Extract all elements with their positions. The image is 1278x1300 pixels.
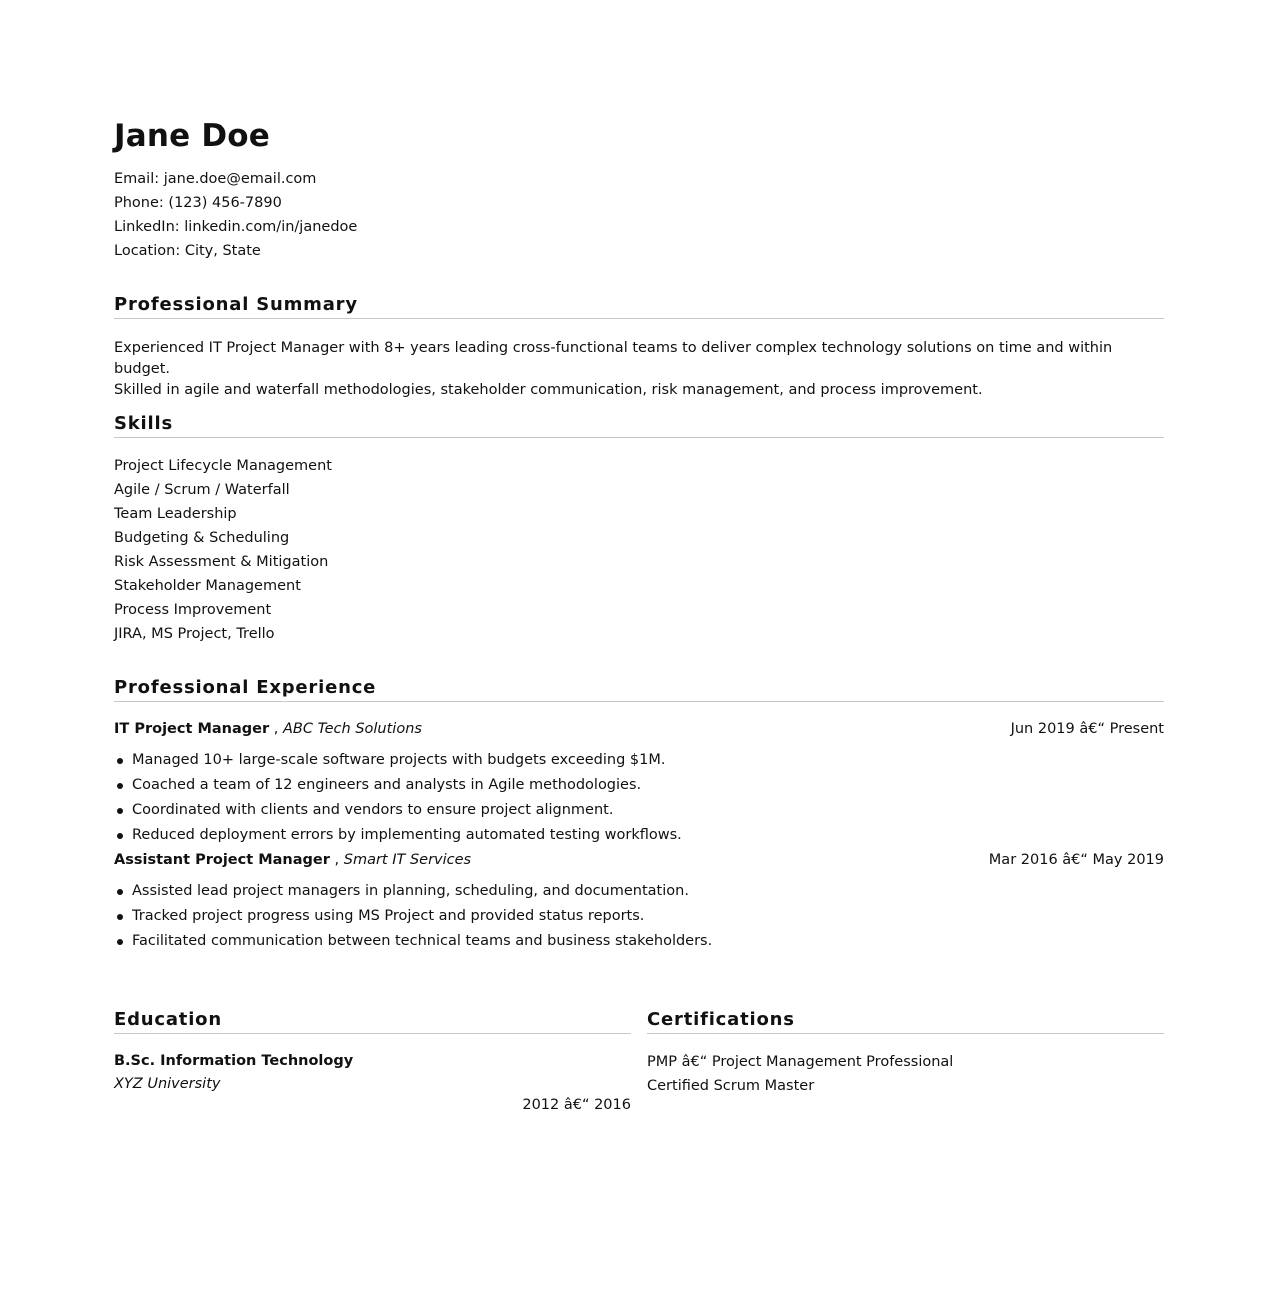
certification-item: PMP â€“ Project Management Professional <box>647 1054 954 1070</box>
job-bullet: Facilitated communication between technical teams and business stakeholders. <box>114 929 712 954</box>
skill-item: Agile / Scrum / Waterfall <box>114 482 290 498</box>
job-header <box>114 718 1164 740</box>
job-bullet: Managed 10+ large-scale software projects with budgets exceeding $1M. <box>114 748 682 773</box>
skill-item: Stakeholder Management <box>114 578 301 594</box>
skill-item: Project Lifecycle Management <box>114 458 332 474</box>
skill-item: Team Leadership <box>114 506 237 522</box>
job-bullets <box>114 748 682 848</box>
certifications-list <box>647 1050 953 1098</box>
certifications-heading: Certifications <box>647 1009 1164 1034</box>
summary-line: Skilled in agile and waterfall methodologies, stakeholder communication, risk management, and process improvement. <box>114 382 983 398</box>
skill-item: Budgeting & Scheduling <box>114 530 290 546</box>
job-separator: , <box>329 852 344 868</box>
education-school: XYZ University <box>114 1076 221 1092</box>
job-separator: , <box>269 721 283 737</box>
summary-line: Experienced IT Project Manager with 8+ years leading cross-functional teams to deliver complex technology solutions on time and within budget. <box>114 340 1113 377</box>
job-bullets <box>114 879 712 954</box>
skills-heading: Skills <box>114 413 1164 438</box>
job-company: Smart IT Services <box>343 852 472 868</box>
contact-info <box>114 167 357 263</box>
job-header <box>114 849 1164 871</box>
contact-linkedin: LinkedIn: linkedin.com/in/janedoe <box>114 219 358 235</box>
contact-location: Location: City, State <box>114 243 261 259</box>
job-bullet: Assisted lead project managers in planning, scheduling, and documentation. <box>114 879 712 904</box>
job-bullet: Reduced deployment errors by implementing automated testing workflows. <box>114 823 682 848</box>
experience-heading: Professional Experience <box>114 677 1164 702</box>
job-bullet: Coached a team of 12 engineers and analysts in Agile methodologies. <box>114 773 682 798</box>
certification-item: Certified Scrum Master <box>647 1078 815 1094</box>
skill-item: JIRA, MS Project, Trello <box>114 626 275 642</box>
job-title: Assistant Project Manager <box>114 852 330 868</box>
education-heading: Education <box>114 1009 631 1034</box>
job-company: ABC Tech Solutions <box>282 721 422 737</box>
job-bullet: Coordinated with clients and vendors to ensure project alignment. <box>114 798 682 823</box>
contact-email: Email: jane.doe@email.com <box>114 171 317 187</box>
skills-list <box>114 454 332 646</box>
skill-item: Risk Assessment & Mitigation <box>114 554 329 570</box>
job-title: IT Project Manager <box>114 721 270 737</box>
education-entry <box>114 1050 631 1114</box>
education-years: 2012 â€“ 2016 <box>522 1097 631 1113</box>
contact-phone: Phone: (123) 456-7890 <box>114 195 282 211</box>
job-dates: Jun 2019 â€“ Present <box>1010 721 1164 737</box>
summary-text <box>114 338 1164 401</box>
job-bullet: Tracked project progress using MS Project and provided status reports. <box>114 904 712 929</box>
candidate-name: Jane Doe <box>114 118 270 154</box>
education-degree: B.Sc. Information Technology <box>114 1053 354 1069</box>
summary-heading: Professional Summary <box>114 294 1164 319</box>
job-dates: Mar 2016 â€“ May 2019 <box>988 852 1164 868</box>
skill-item: Process Improvement <box>114 602 272 618</box>
